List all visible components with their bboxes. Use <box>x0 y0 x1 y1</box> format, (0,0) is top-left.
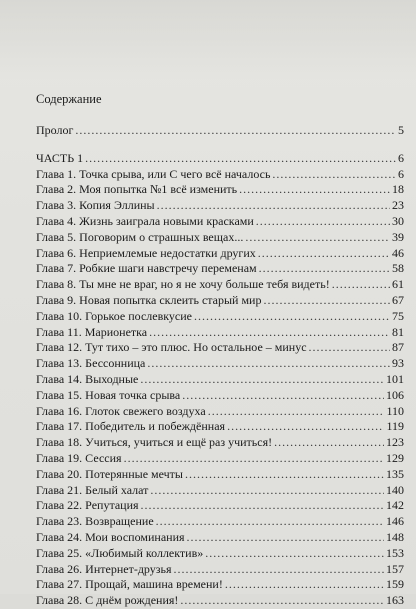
entry-label: Глава 22. Репутация <box>36 498 139 513</box>
entry-label: Глава 10. Горькое послевкусие <box>36 308 192 323</box>
dot-leader <box>149 325 390 341</box>
entry-label: ЧАСТЬ 1 <box>36 150 84 165</box>
toc-entry-chapter <box>36 483 404 499</box>
entry-page: 135 <box>386 466 404 481</box>
dot-leader <box>309 340 390 356</box>
toc-entry-chapter <box>36 546 404 562</box>
toc-entry-chapter <box>36 435 404 451</box>
dot-leader <box>85 151 396 167</box>
entry-page: 129 <box>386 450 404 465</box>
entry-page: 119 <box>386 419 404 434</box>
entry-label: Пролог <box>36 123 74 137</box>
dot-leader <box>258 246 390 262</box>
toc-entry-chapter <box>36 356 404 372</box>
dot-leader <box>182 388 384 404</box>
entry-label: Глава 20. Потерянные мечты <box>36 466 183 481</box>
entry-page: 101 <box>386 371 404 386</box>
entry-page: 30 <box>392 213 404 228</box>
toc-entry-chapter <box>36 467 404 483</box>
entry-page: 153 <box>386 545 404 560</box>
entry-label: Глава 18. Учиться, учиться и ещё раз учиться! <box>36 435 273 450</box>
entry-page: 159 <box>386 577 404 592</box>
entry-label: Глава 19. Сессия <box>36 450 122 465</box>
dot-leader <box>239 182 390 198</box>
show-through-text <box>0 0 416 80</box>
dot-leader <box>332 277 390 293</box>
entry-page: 146 <box>386 514 404 529</box>
entry-label: Глава 12. Тут тихо – это плюс. Но остальное – минус <box>36 340 307 355</box>
entry-page: 18 <box>392 182 404 197</box>
toc-entry-chapter <box>36 593 404 609</box>
entry-label: Глава 9. Новая попытка склеить старый мир <box>36 292 262 307</box>
entry-page: 140 <box>386 482 404 497</box>
dot-leader <box>205 546 384 562</box>
dot-leader <box>75 123 396 139</box>
entry-page: 6 <box>398 150 404 165</box>
toc-entry-chapter <box>36 230 404 246</box>
toc-entry-chapter <box>36 340 404 356</box>
entry-label: Глава 27. Прощай, машина времени! <box>36 577 223 592</box>
toc-entry-chapter <box>36 214 404 230</box>
entry-page: 5 <box>398 123 404 137</box>
entry-label: Глава 14. Выходные <box>36 371 139 386</box>
dot-leader <box>256 214 390 230</box>
toc-entry-chapter <box>36 167 404 183</box>
toc-entry-chapter <box>36 419 404 435</box>
toc-entry-chapter <box>36 514 404 530</box>
toc-title: Содержание <box>36 92 102 106</box>
spacer <box>36 139 404 151</box>
dot-leader <box>245 230 390 246</box>
entry-label: Глава 4. Жизнь заиграла новыми красками <box>36 213 254 228</box>
entry-label: Глава 8. Ты мне не враг, но я не хочу больше тебя видеть! <box>36 277 330 292</box>
entry-page: 110 <box>386 403 404 418</box>
toc-entry-chapter <box>36 577 404 593</box>
toc-entry-chapter <box>36 182 404 198</box>
entry-page: 81 <box>392 324 404 339</box>
dot-leader <box>147 356 390 372</box>
entry-page: 157 <box>386 561 404 576</box>
dot-leader <box>263 293 390 309</box>
entry-label: Глава 2. Моя попытка №1 всё изменить <box>36 182 238 197</box>
dot-leader <box>150 483 384 499</box>
dot-leader <box>187 530 384 546</box>
dot-leader <box>140 372 384 388</box>
toc-entry-chapter <box>36 530 404 546</box>
toc-entry-chapter <box>36 277 404 293</box>
toc-entry-chapter <box>36 451 404 467</box>
entry-label: Глава 3. Копия Эллины <box>36 198 155 213</box>
toc-entry-chapter <box>36 246 404 262</box>
entry-label: Глава 13. Бессонница <box>36 356 146 371</box>
entry-page: 93 <box>392 356 404 371</box>
entry-page: 87 <box>392 340 404 355</box>
dot-leader <box>180 593 384 609</box>
entry-page: 163 <box>386 593 404 608</box>
dot-leader <box>225 577 384 593</box>
toc-entry-part <box>36 151 404 167</box>
entry-page: 142 <box>386 498 404 513</box>
dot-leader <box>185 467 384 483</box>
entry-page: 58 <box>392 261 404 276</box>
dot-leader <box>124 451 384 467</box>
toc-entry-chapter <box>36 562 404 578</box>
entry-label: Глава 11. Марионетка <box>36 324 148 339</box>
entry-page: 46 <box>392 245 404 260</box>
entry-label: Глава 28. С днём рождения! <box>36 593 179 608</box>
toc-entry-chapter <box>36 372 404 388</box>
entry-label: Глава 23. Возвращение <box>36 514 154 529</box>
entry-page: 75 <box>392 308 404 323</box>
entry-label: Глава 24. Мои воспоминания <box>36 529 185 544</box>
dot-leader <box>274 435 384 451</box>
chapter-list <box>36 167 404 609</box>
dot-leader <box>259 261 390 277</box>
entry-label: Глава 26. Интернет-друзья <box>36 561 172 576</box>
dot-leader <box>272 167 396 183</box>
dot-leader <box>174 562 384 578</box>
toc-entry-chapter <box>36 293 404 309</box>
toc-entry-chapter <box>36 498 404 514</box>
entry-label: Глава 1. Точка срыва, или С чего всё началось <box>36 166 271 181</box>
entry-page: 39 <box>392 229 404 244</box>
entry-page: 23 <box>392 198 404 213</box>
toc-entry-prologue <box>36 123 404 139</box>
entry-page: 148 <box>386 529 404 544</box>
toc-entry-chapter <box>36 198 404 214</box>
entry-label: Глава 7. Робкие шаги навстречу переменам <box>36 261 257 276</box>
dot-leader <box>208 404 385 420</box>
dot-leader <box>141 498 384 514</box>
table-of-contents <box>36 91 404 609</box>
dot-leader <box>157 198 390 214</box>
toc-entry-chapter <box>36 388 404 404</box>
toc-entry-chapter <box>36 325 404 341</box>
toc-entry-chapter <box>36 404 404 420</box>
entry-label: Глава 5. Поговорим о страшных вещах... <box>36 229 244 244</box>
entry-page: 123 <box>386 435 404 450</box>
dot-leader <box>194 309 390 325</box>
entry-label: Глава 25. «Любимый коллектив» <box>36 545 204 560</box>
entry-label: Глава 6. Неприемлемые недостатки других <box>36 245 256 260</box>
entry-page: 6 <box>398 166 404 181</box>
entry-page: 67 <box>392 292 404 307</box>
entry-label: Глава 16. Глоток свежего воздуха <box>36 403 206 418</box>
entry-label: Глава 17. Победитель и побеждённая <box>36 419 226 434</box>
entry-page: 61 <box>392 277 404 292</box>
entry-label: Глава 21. Белый халат <box>36 482 149 497</box>
toc-entry-chapter <box>36 261 404 277</box>
dot-leader <box>227 419 384 435</box>
entry-label: Глава 15. Новая точка срыва <box>36 387 181 402</box>
entry-page: 106 <box>386 387 404 402</box>
dot-leader <box>156 514 384 530</box>
toc-entry-chapter <box>36 309 404 325</box>
